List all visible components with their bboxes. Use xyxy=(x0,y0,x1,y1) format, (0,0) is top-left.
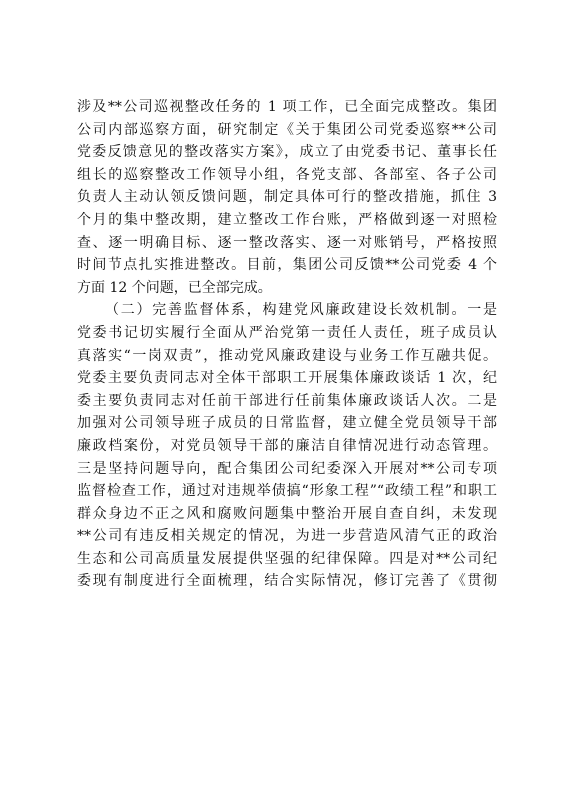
text-line: 委主要负责同志对任前干部进行任前集体廉政谈话人次。二是 xyxy=(77,392,497,409)
text-line: 负责人主动认领反馈问题，制定具体可行的整改措施，抓住 3 xyxy=(77,189,497,206)
text-line: 党委反馈意见的整改落实方案》，成立了由党委书记、董事长任 xyxy=(77,144,497,161)
text-line: （二）完善监督体系，构建党风廉政建设长效机制。一是 xyxy=(105,302,497,319)
text-line: 加强对公司领导班子成员的日常监督，建立健全党员领导干部 xyxy=(77,415,497,432)
text-line: 委现有制度进行全面梳理，结合实际情况，修订完善了《贯彻 xyxy=(77,573,497,590)
text-line: 查、逐一明确目标、逐一整改落实、逐一对账销号，严格按照 xyxy=(77,234,497,251)
text-line: 真落实“一岗双责”，推动党风廉政建设与业务工作互融共促。 xyxy=(77,347,497,364)
text-line: 三是坚持问题导向，配合集团公司纪委深入开展对**公司专项 xyxy=(77,460,497,477)
text-line: 廉政档案份，对党员领导干部的廉洁自律情况进行动态管理。 xyxy=(77,437,497,454)
text-line: 方面 12 个问题，已全部完成。 xyxy=(77,279,272,296)
text-line: 监督检查工作，通过对违规举债搞“形象工程”“政绩工程”和职工 xyxy=(77,483,497,500)
text-line: 时间节点扎实推进整改。目前，集团公司反馈**公司党委 4 个 xyxy=(77,257,497,274)
text-line: 组长的巡察整改工作领导小组，各党支部、各部室、各子公司 xyxy=(77,166,497,183)
body-text xyxy=(77,96,497,593)
text-line: 生态和公司高质量发展提供坚强的纪律保障。四是对**公司纪 xyxy=(77,550,497,567)
text-line: 公司内部巡察方面，研究制定《关于集团公司党委巡察**公司 xyxy=(77,121,497,138)
text-line: 党委主要负责同志对全体干部职工开展集体廉政谈话 1 次，纪 xyxy=(77,370,497,387)
text-line: 涉及**公司巡视整改任务的 1 项工作，已全面完成整改。集团 xyxy=(77,99,497,115)
text-line: 群众身边不正之风和腐败问题集中整治开展自查自纠，未发现 xyxy=(77,505,497,522)
text-line: 个月的集中整改期，建立整改工作台账，严格做到逐一对照检 xyxy=(77,211,497,228)
text-line: **公司有违反相关规定的情况，为进一步营造风清气正的政治 xyxy=(77,528,497,545)
text-line: 党委书记切实履行全面从严治党第一责任人责任，班子成员认 xyxy=(77,324,497,341)
